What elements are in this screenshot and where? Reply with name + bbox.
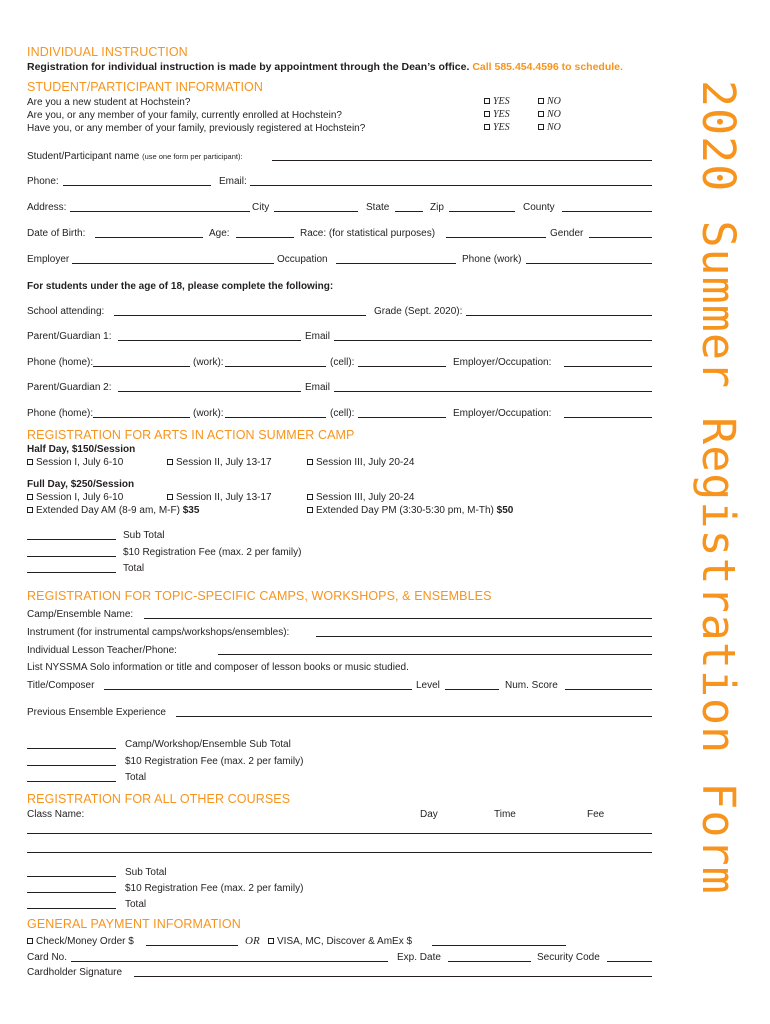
q3-no[interactable]: NO xyxy=(538,122,561,133)
checkbox-icon[interactable] xyxy=(307,494,313,500)
topic-subtotal-field[interactable] xyxy=(27,748,116,749)
day-label: Day xyxy=(420,809,438,820)
p2-phone-home-label: Phone (home): xyxy=(27,408,94,419)
race-label: Race: (for statistical purposes) xyxy=(300,228,436,239)
race-field[interactable] xyxy=(446,237,546,238)
arts-subtotal-label: Sub Total xyxy=(123,530,165,541)
arts-fee-label: $10 Registration Fee (max. 2 per family) xyxy=(123,547,302,558)
occupation-field[interactable] xyxy=(336,263,456,264)
student-heading: STUDENT/PARTICIPANT INFORMATION xyxy=(27,80,263,94)
individual-call: Call 585.454.4596 to schedule. xyxy=(472,61,623,73)
nyssma-note: List NYSSMA Solo information or title and composer of lesson books or music studied. xyxy=(27,662,409,673)
grade-field[interactable] xyxy=(466,315,652,316)
previous-field[interactable] xyxy=(176,716,652,717)
exp-field[interactable] xyxy=(448,961,531,962)
p2-emp-field[interactable] xyxy=(564,417,652,418)
fee-label: Fee xyxy=(587,809,605,820)
address-field[interactable] xyxy=(70,211,250,212)
form-title: 2020 Summer Registration Form xyxy=(692,80,745,895)
checkbox-icon[interactable] xyxy=(27,494,33,500)
zip-field[interactable] xyxy=(449,211,515,212)
address-label: Address: xyxy=(27,202,67,213)
question-2: Are you, or any member of your family, currently enrolled at Hochstein? xyxy=(27,110,342,121)
question-1: Are you a new student at Hochstein? xyxy=(27,97,191,108)
q1-yes[interactable]: YES xyxy=(484,96,510,107)
p1-work-field[interactable] xyxy=(225,366,326,367)
p1-cell-field[interactable] xyxy=(358,366,446,367)
dob-label: Date of Birth: xyxy=(27,228,86,239)
individual-heading: INDIVIDUAL INSTRUCTION xyxy=(27,45,188,59)
num-score-label: Num. Score xyxy=(505,680,558,691)
level-field[interactable] xyxy=(445,689,499,690)
individual-note-text: Registration for individual instruction is made by appointment through the Dean’s office. xyxy=(27,61,470,73)
city-field[interactable] xyxy=(274,211,358,212)
signature-field[interactable] xyxy=(134,976,652,977)
school-field[interactable] xyxy=(114,315,366,316)
p1-phone-home-field[interactable] xyxy=(93,366,190,367)
phone-work-field[interactable] xyxy=(526,263,652,264)
camp-name-field[interactable] xyxy=(144,618,652,619)
checkbox-icon[interactable] xyxy=(538,98,544,104)
full-session-1[interactable]: Session I, July 6-10 xyxy=(27,492,123,503)
checkbox-icon[interactable] xyxy=(167,494,173,500)
other-subtotal-field[interactable] xyxy=(27,876,116,877)
phone-field[interactable] xyxy=(63,185,211,186)
email-field[interactable] xyxy=(250,185,652,186)
p1-cell-label: (cell): xyxy=(330,357,355,368)
card-no-field[interactable] xyxy=(71,961,388,962)
payment-heading: GENERAL PAYMENT INFORMATION xyxy=(27,917,241,931)
instrument-label: Instrument (for instrumental camps/workshops/ensembles): xyxy=(27,627,290,638)
parent1-field[interactable] xyxy=(118,340,301,341)
county-label: County xyxy=(523,202,555,213)
arts-heading: REGISTRATION FOR ARTS IN ACTION SUMMER CAMP xyxy=(27,428,355,442)
half-day-title: Half Day, $150/Session xyxy=(27,444,136,455)
checkbox-icon[interactable] xyxy=(27,507,33,513)
camp-name-label: Camp/Ensemble Name: xyxy=(27,609,134,620)
county-field[interactable] xyxy=(562,211,652,212)
half-session-3[interactable]: Session III, July 20-24 xyxy=(307,457,414,468)
previous-label: Previous Ensemble Experience xyxy=(27,707,166,718)
parent2-email-label: Email xyxy=(305,382,331,393)
occupation-label: Occupation xyxy=(277,254,328,265)
half-session-1[interactable]: Session I, July 6-10 xyxy=(27,457,123,468)
arts-fee-field[interactable] xyxy=(27,556,116,557)
phone-work-label: Phone (work) xyxy=(462,254,522,265)
parent1-email-field[interactable] xyxy=(334,340,652,341)
arts-total-label: Total xyxy=(123,563,145,574)
full-session-2[interactable]: Session II, July 13-17 xyxy=(167,492,272,503)
topic-subtotal-label: Camp/Workshop/Ensemble Sub Total xyxy=(125,739,291,750)
state-field[interactable] xyxy=(395,211,423,212)
q3-yes[interactable]: YES xyxy=(484,122,510,133)
school-label: School attending: xyxy=(27,306,105,317)
state-label: State xyxy=(366,202,390,213)
other-heading: REGISTRATION FOR ALL OTHER COURSES xyxy=(27,792,291,806)
other-fee-field[interactable] xyxy=(27,892,116,893)
p2-cell-field[interactable] xyxy=(358,417,446,418)
checkbox-icon[interactable] xyxy=(268,938,274,944)
p2-work-label: (work): xyxy=(193,408,224,419)
gender-label: Gender xyxy=(550,228,584,239)
other-fee-label: $10 Registration Fee (max. 2 per family) xyxy=(125,883,304,894)
arts-total-field[interactable] xyxy=(27,572,116,573)
q2-yes[interactable]: YES xyxy=(484,109,510,120)
extended-pm[interactable]: Extended Day PM (3:30-5:30 pm, M-Th) $50 xyxy=(307,505,513,516)
topic-fee-label: $10 Registration Fee (max. 2 per family) xyxy=(125,756,304,767)
parent1-email-label: Email xyxy=(305,331,331,342)
employer-field[interactable] xyxy=(72,263,274,264)
checkbox-icon[interactable] xyxy=(27,938,33,944)
age-label: Age: xyxy=(209,228,230,239)
p2-emp-label: Employer/Occupation: xyxy=(453,408,552,419)
other-total-field[interactable] xyxy=(27,908,116,909)
time-label: Time xyxy=(494,809,516,820)
card-no-label: Card No. xyxy=(27,952,68,963)
under18-note: For students under the age of 18, please complete the following: xyxy=(27,281,334,292)
title-composer-label: Title/Composer xyxy=(27,680,95,691)
teacher-label: Individual Lesson Teacher/Phone: xyxy=(27,645,177,656)
topic-total-label: Total xyxy=(125,772,147,783)
checkbox-icon[interactable] xyxy=(167,459,173,465)
p1-emp-field[interactable] xyxy=(564,366,652,367)
checkbox-icon[interactable] xyxy=(484,124,490,130)
zip-label: Zip xyxy=(430,202,444,213)
email-label: Email: xyxy=(219,176,247,187)
checkbox-icon[interactable] xyxy=(307,507,313,513)
topic-total-field[interactable] xyxy=(27,781,116,782)
employer-label: Employer xyxy=(27,254,70,265)
other-subtotal-label: Sub Total xyxy=(125,867,167,878)
title-composer-field[interactable] xyxy=(104,689,412,690)
phone-label: Phone: xyxy=(27,176,59,187)
age-field[interactable] xyxy=(236,237,294,238)
question-3: Have you, or any member of your family, previously registered at Hochstein? xyxy=(27,123,366,134)
checkbox-icon[interactable] xyxy=(307,459,313,465)
name-field[interactable] xyxy=(272,160,652,161)
p2-phone-home-field[interactable] xyxy=(93,417,190,418)
checkbox-icon[interactable] xyxy=(538,124,544,130)
parent2-field[interactable] xyxy=(118,391,301,392)
class-line-1[interactable] xyxy=(27,833,652,834)
half-session-2[interactable]: Session II, July 13-17 xyxy=(167,457,272,468)
security-label: Security Code xyxy=(537,952,600,963)
parent2-label: Parent/Guardian 2: xyxy=(27,382,112,393)
p2-work-field[interactable] xyxy=(225,417,326,418)
p1-phone-home-label: Phone (home): xyxy=(27,357,94,368)
or-label: OR xyxy=(245,935,260,947)
level-label: Level xyxy=(416,680,440,691)
parent2-email-field[interactable] xyxy=(334,391,652,392)
name-label: Student/Participant name (use one form per participant): xyxy=(27,151,243,162)
arts-subtotal-field[interactable] xyxy=(27,539,116,540)
card-amount-field[interactable] xyxy=(432,945,566,946)
security-field[interactable] xyxy=(607,961,652,962)
check-amount-field[interactable] xyxy=(146,945,238,946)
dob-field[interactable] xyxy=(95,237,203,238)
checkbox-icon[interactable] xyxy=(27,459,33,465)
checkbox-icon[interactable] xyxy=(484,111,490,117)
num-score-field[interactable] xyxy=(565,689,652,690)
full-session-3[interactable]: Session III, July 20-24 xyxy=(307,492,414,503)
full-day-title: Full Day, $250/Session xyxy=(27,479,135,490)
q1-no[interactable]: NO xyxy=(538,96,561,107)
other-total-label: Total xyxy=(125,899,147,910)
individual-note xyxy=(27,61,623,73)
q2-no[interactable]: NO xyxy=(538,109,561,120)
class-name-label: Class Name: xyxy=(27,809,85,820)
card-option[interactable]: VISA, MC, Discover & AmEx $ xyxy=(268,936,412,947)
checkbox-icon[interactable] xyxy=(538,111,544,117)
parent1-label: Parent/Guardian 1: xyxy=(27,331,112,342)
topic-fee-field[interactable] xyxy=(27,765,116,766)
p1-work-label: (work): xyxy=(193,357,224,368)
checkbox-icon[interactable] xyxy=(484,98,490,104)
topic-heading: REGISTRATION FOR TOPIC-SPECIFIC CAMPS, WORKSHOPS, & ENSEMBLES xyxy=(27,589,492,603)
gender-field[interactable] xyxy=(589,237,652,238)
teacher-field[interactable] xyxy=(218,654,652,655)
check-option[interactable]: Check/Money Order $ xyxy=(27,936,134,947)
city-label: City xyxy=(252,202,270,213)
instrument-field[interactable] xyxy=(316,636,652,637)
p1-emp-label: Employer/Occupation: xyxy=(453,357,552,368)
p2-cell-label: (cell): xyxy=(330,408,355,419)
class-line-2[interactable] xyxy=(27,852,652,853)
signature-label: Cardholder Signature xyxy=(27,967,123,978)
extended-am[interactable]: Extended Day AM (8-9 am, M-F) $35 xyxy=(27,505,199,516)
exp-label: Exp. Date xyxy=(397,952,441,963)
grade-label: Grade (Sept. 2020): xyxy=(374,306,463,317)
